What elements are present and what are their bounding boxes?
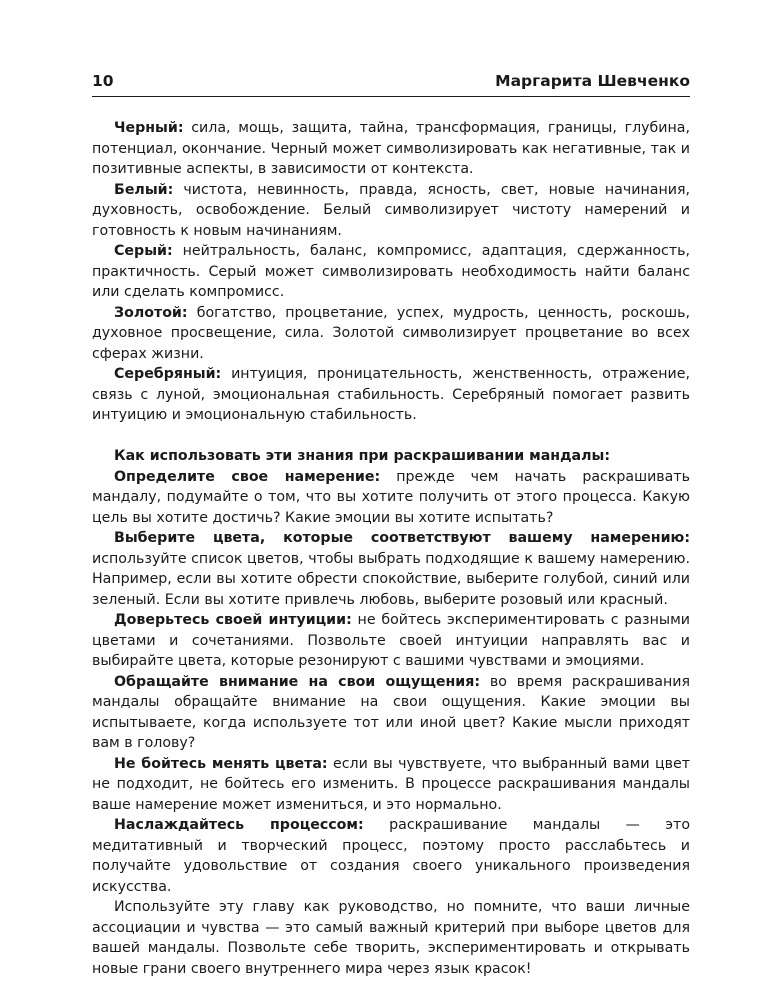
usage-step-intuition [92, 610, 690, 672]
step-term: Обращайте внимание на свои ощущения: [114, 673, 481, 690]
color-entry-gold [92, 303, 690, 365]
step-term: Не бойтесь менять цвета: [114, 755, 328, 772]
page-body [92, 118, 690, 979]
header-rule [92, 96, 690, 97]
step-description: во время раскрашивания мандалы обращайте внимание на свои ощущения. Какие эмоции вы испытываете, когда используете тот или иной цвет? Какие мысли приходят вам в голову? [92, 673, 690, 751]
page-number: 10 [92, 72, 114, 90]
color-term: Черный: [114, 120, 184, 136]
color-entry-white [92, 180, 690, 242]
color-term: Серебряный: [114, 366, 222, 382]
step-description: если вы чувствуете, что выбранный вами цвет не подходит, не бойтесь его изменить. В процессе раскрашивания мандалы ваше намерение может измениться, и это нормально. [92, 755, 691, 813]
color-description: нейтральность, баланс, компромисс, адаптация, сдержанность, практичность. Серый может символизировать необходимость найти баланс или сделать компромисс. [92, 243, 690, 300]
closing-paragraph: Используйте эту главу как руководство, но помните, что ваши личные ассоциации и чувства — это самый важный критерий при выборе цветов для вашей мандалы. Позвольте себе творить, экспериментировать и открывать новые грани своего внутреннего мира через язык красок! [92, 899, 690, 977]
color-term: Золотой: [114, 304, 188, 321]
usage-heading: Как использовать эти знания при раскрашивании мандалы: [114, 448, 611, 464]
color-description: чистота, невинность, правда, ясность, свет, новые начинания, духовность, освобождение. Белый символизирует чистоту намерений и готовность к новым начинаниям. [92, 181, 690, 239]
color-description: богатство, процветание, успех, мудрость, ценность, роскошь, духовное просвещение, сила. Золотой символизирует процветание во всех сферах жизни. [92, 304, 690, 362]
color-description: интуиция, проницательность, женственность, отражение, связь с луной, эмоциональная стабильность. Серебряный помогает развить интуицию и эмоциональную стабильность. [92, 366, 690, 423]
usage-step-enjoy [92, 815, 690, 897]
step-term: Наслаждайтесь процессом: [114, 817, 364, 833]
color-entry-gray [92, 241, 690, 303]
step-term: Определите свое намерение: [114, 468, 381, 485]
usage-step-sensations [92, 672, 690, 754]
color-term: Серый: [114, 243, 173, 259]
running-header [92, 72, 690, 90]
step-description: раскрашивание мандалы — это медитативный и творческий процесс, поэтому просто расслабьтесь и получайте удовольствие от создания своего уникального произведения искусства. [92, 817, 691, 895]
author-name: Маргарита Шевченко [495, 72, 690, 90]
step-term: Доверьтесь своей интуиции: [114, 612, 352, 628]
color-term: Белый: [114, 181, 174, 198]
step-description: не бойтесь экспериментировать с разными цветами и сочетаниями. Позвольте своей интуиции направлять вас и выбирайте цвета, которые резонируют с вашими чувствами и эмоциями. [92, 612, 690, 669]
usage-step-change-colors [92, 754, 690, 816]
step-description: используйте список цветов, чтобы выбрать подходящие к вашему намерению. Например, если вы хотите обрести спокойствие, выберите голубой, синий или зеленый. Если вы хотите привлечь любовь, выберите розовый или красный. [92, 550, 690, 608]
step-description: прежде чем начать раскрашивать мандалу, подумайте о том, что вы хотите получить от этого процесса. Какую цель вы хотите достичь? Какие эмоции вы хотите испытать? [92, 468, 690, 526]
color-description: сила, мощь, защита, тайна, трансформация, границы, глубина, потенциал, окончание. Черный может символизировать как негативные, так и позитивные аспекты, в зависимости от контекста. [92, 120, 690, 177]
color-entry-silver [92, 364, 690, 426]
step-term: Выберите цвета, которые соответствуют вашему намерению: [114, 530, 690, 546]
usage-step-choose-colors [92, 528, 690, 610]
usage-step-intention [92, 467, 690, 529]
color-entry-black [92, 118, 690, 180]
